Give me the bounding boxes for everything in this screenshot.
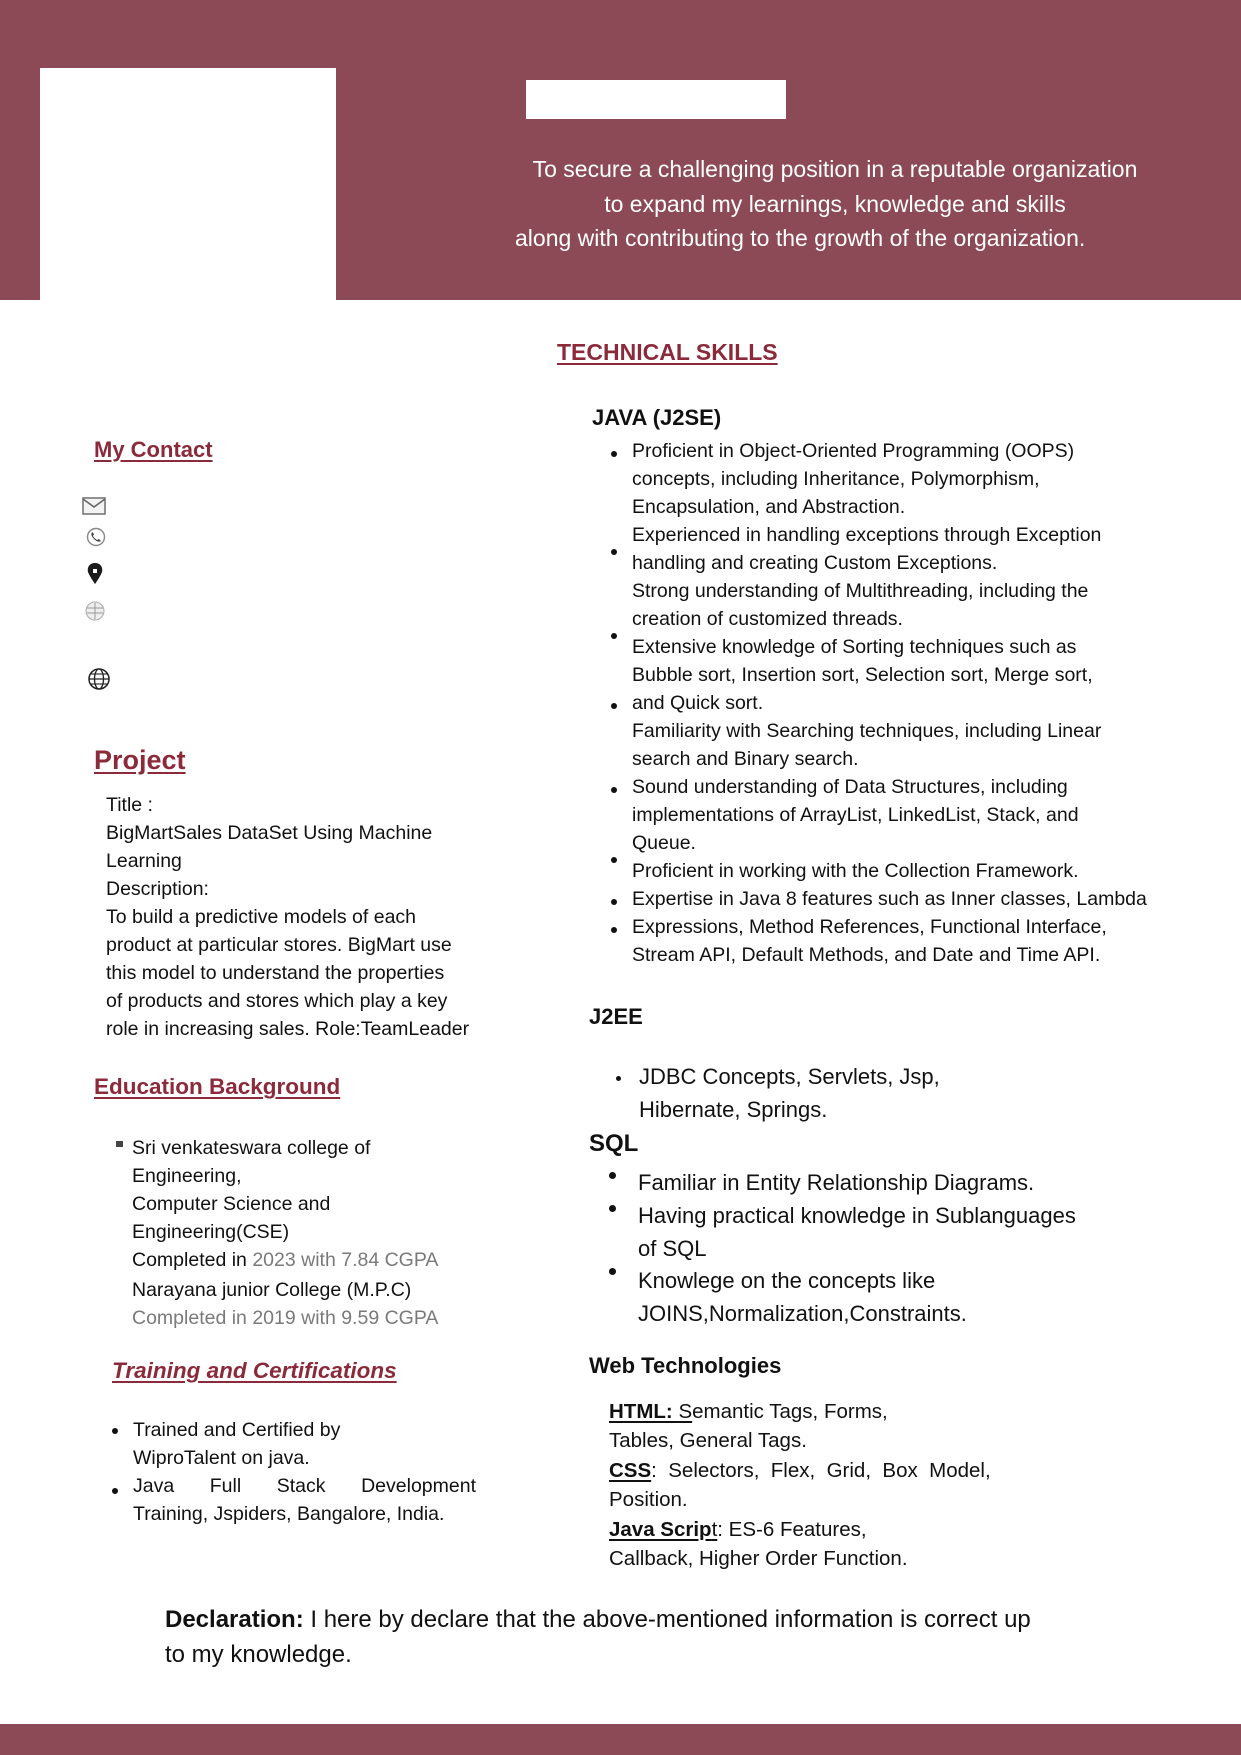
declaration-line: to my knowledge. bbox=[165, 1641, 352, 1668]
java-skill-line: Expressions, Method References, Functional Interface, bbox=[632, 916, 1107, 938]
js-detail: : ES-6 Features, bbox=[717, 1518, 867, 1541]
linkedin-icon bbox=[83, 600, 109, 624]
java-skill-line: Encapsulation, and Abstraction. bbox=[632, 496, 906, 518]
j2ee-heading: J2EE bbox=[589, 1004, 643, 1029]
career-objective bbox=[515, 152, 1155, 256]
java-skill-line: Queue. bbox=[632, 832, 696, 854]
java-skill-line: Expertise in Java 8 features such as Inner classes, Lambda bbox=[632, 888, 1147, 910]
bullet-icon bbox=[609, 1172, 616, 1179]
web-css-line: Position. bbox=[609, 1488, 688, 1511]
globe-icon bbox=[87, 667, 113, 691]
location-pin-icon bbox=[82, 562, 108, 586]
technical-skills-heading: TECHNICAL SKILLS bbox=[557, 339, 778, 365]
profile-photo bbox=[40, 68, 336, 300]
completed-prefix: Completed in bbox=[132, 1249, 253, 1271]
java-skill-line: Experienced in handling exceptions through Exception bbox=[632, 524, 1102, 546]
web-js-line: Callback, Higher Order Function. bbox=[609, 1547, 908, 1570]
bullet-square-icon bbox=[116, 1141, 123, 1147]
bullet-icon bbox=[611, 451, 617, 457]
contact-heading: My Contact bbox=[94, 437, 213, 462]
bullet-icon bbox=[616, 1076, 621, 1081]
j2ee-line: JDBC Concepts, Servlets, Jsp, bbox=[639, 1064, 940, 1089]
web-html-line bbox=[609, 1397, 888, 1427]
web-html-line: Tables, General Tags. bbox=[609, 1429, 807, 1452]
project-description-line: product at particular stores. BigMart use bbox=[106, 934, 452, 956]
education-completed bbox=[132, 1246, 438, 1274]
java-skill-line: Stream API, Default Methods, and Date and Time API. bbox=[632, 944, 1101, 966]
bullet-icon bbox=[609, 1205, 616, 1212]
objective-line: along with contributing to the growth of the organization. bbox=[515, 225, 1086, 251]
training-line: Java Full Stack Development bbox=[133, 1475, 476, 1497]
sql-line: JOINS,Normalization,Constraints. bbox=[638, 1301, 967, 1326]
java-skill-line: handling and creating Custom Exceptions. bbox=[632, 552, 998, 574]
training-line: WiproTalent on java. bbox=[133, 1447, 310, 1469]
project-description-line: role in increasing sales. Role:TeamLeader bbox=[106, 1018, 470, 1040]
phone-icon bbox=[84, 526, 110, 550]
java-skill-line: Familiarity with Searching techniques, including Linear bbox=[632, 720, 1102, 742]
bullet-icon bbox=[112, 1488, 118, 1494]
education-line: Engineering(CSE) bbox=[132, 1221, 290, 1243]
bullet-icon bbox=[611, 927, 617, 933]
bullet-icon bbox=[609, 1268, 616, 1275]
sql-line: Familiar in Entity Relationship Diagrams. bbox=[638, 1170, 1035, 1195]
project-description-line: this model to understand the properties bbox=[106, 962, 445, 984]
java-heading: JAVA (J2SE) bbox=[592, 405, 722, 430]
bullet-icon bbox=[611, 703, 617, 709]
bullet-icon bbox=[611, 899, 617, 905]
java-skill-line: search and Binary search. bbox=[632, 748, 859, 770]
java-skill-line: Strong understanding of Multithreading, including the bbox=[632, 580, 1089, 602]
java-skill-line: Proficient in Object-Oriented Programming (OOPS) bbox=[632, 440, 1075, 462]
sql-line: Knowlege on the concepts like bbox=[638, 1268, 936, 1293]
html-detail: emantic Tags, Forms, bbox=[692, 1400, 888, 1423]
project-description-label: Description: bbox=[106, 878, 209, 900]
project-heading: Project bbox=[94, 745, 186, 775]
name-placeholder bbox=[526, 80, 786, 119]
project-description-line: To build a predictive models of each bbox=[106, 906, 417, 928]
training-line: Training, Jspiders, Bangalore, India. bbox=[133, 1503, 445, 1525]
education-line: Engineering, bbox=[132, 1165, 242, 1187]
bullet-icon bbox=[611, 549, 617, 555]
bullet-icon bbox=[611, 857, 617, 863]
web-js-line bbox=[609, 1515, 867, 1545]
declaration-text: I here by declare that the above-mentioned information is correct up bbox=[303, 1606, 1031, 1633]
java-skill-line: implementations of ArrayList, LinkedList, Stack, and bbox=[632, 804, 1079, 826]
html-label: HTML: bbox=[609, 1400, 679, 1423]
css-label: CSS bbox=[609, 1459, 652, 1482]
java-skill-line: Proficient in working with the Collection Framework. bbox=[632, 860, 1079, 882]
sql-line: Having practical knowledge in Sublanguages bbox=[638, 1203, 1076, 1228]
declaration-label: Declaration: bbox=[165, 1606, 304, 1633]
training-heading: Training and Certifications bbox=[112, 1358, 397, 1383]
web-technologies-heading: Web Technologies bbox=[589, 1353, 782, 1378]
js-label-end: t bbox=[711, 1518, 718, 1541]
training-line: Trained and Certified by bbox=[133, 1419, 341, 1441]
project-title-label: Title : bbox=[106, 794, 153, 816]
web-css-line bbox=[609, 1456, 991, 1486]
java-skill-line: creation of customized threads. bbox=[632, 608, 903, 630]
css-detail: : Selectors, Flex, Grid, Box Model, bbox=[651, 1459, 991, 1482]
header-banner bbox=[0, 0, 1241, 300]
java-skill-line: Bubble sort, Insertion sort, Selection sort, Merge sort, bbox=[632, 664, 1093, 686]
sql-heading: SQL bbox=[589, 1130, 639, 1157]
project-title-line: Learning bbox=[106, 850, 182, 872]
project-description-line: of products and stores which play a key bbox=[106, 990, 448, 1012]
project-title-line: BigMartSales DataSet Using Machine bbox=[106, 822, 433, 844]
java-skill-line: and Quick sort. bbox=[632, 692, 764, 714]
objective-line: to expand my learnings, knowledge and skills bbox=[604, 190, 1066, 217]
bullet-icon bbox=[611, 787, 617, 793]
java-skill-line: concepts, including Inheritance, Polymorphism, bbox=[632, 468, 1040, 490]
objective-line: To secure a challenging position in a reputable organization bbox=[532, 156, 1138, 182]
email-icon bbox=[81, 494, 107, 518]
declaration-line bbox=[165, 1602, 1031, 1637]
bullet-icon bbox=[611, 633, 617, 639]
bullet-icon bbox=[112, 1428, 118, 1434]
java-skill-line: Sound understanding of Data Structures, including bbox=[632, 776, 1068, 798]
completed-detail: 2023 with 7.84 CGPA bbox=[252, 1249, 439, 1271]
education-completed: Completed in 2019 with 9.59 CGPA bbox=[132, 1307, 439, 1329]
footer-banner bbox=[0, 1724, 1241, 1755]
education-line: Sri venkateswara college of bbox=[132, 1137, 371, 1159]
sql-line: of SQL bbox=[638, 1236, 707, 1261]
education-line: Narayana junior College (M.P.C) bbox=[132, 1279, 412, 1301]
j2ee-line: Hibernate, Springs. bbox=[639, 1097, 828, 1122]
education-line: Computer Science and bbox=[132, 1193, 331, 1215]
html-first-letter: S bbox=[678, 1400, 693, 1423]
js-label: Java Scrip bbox=[609, 1518, 712, 1541]
java-skill-line: Extensive knowledge of Sorting techniques such as bbox=[632, 636, 1077, 658]
education-heading: Education Background bbox=[94, 1074, 341, 1099]
